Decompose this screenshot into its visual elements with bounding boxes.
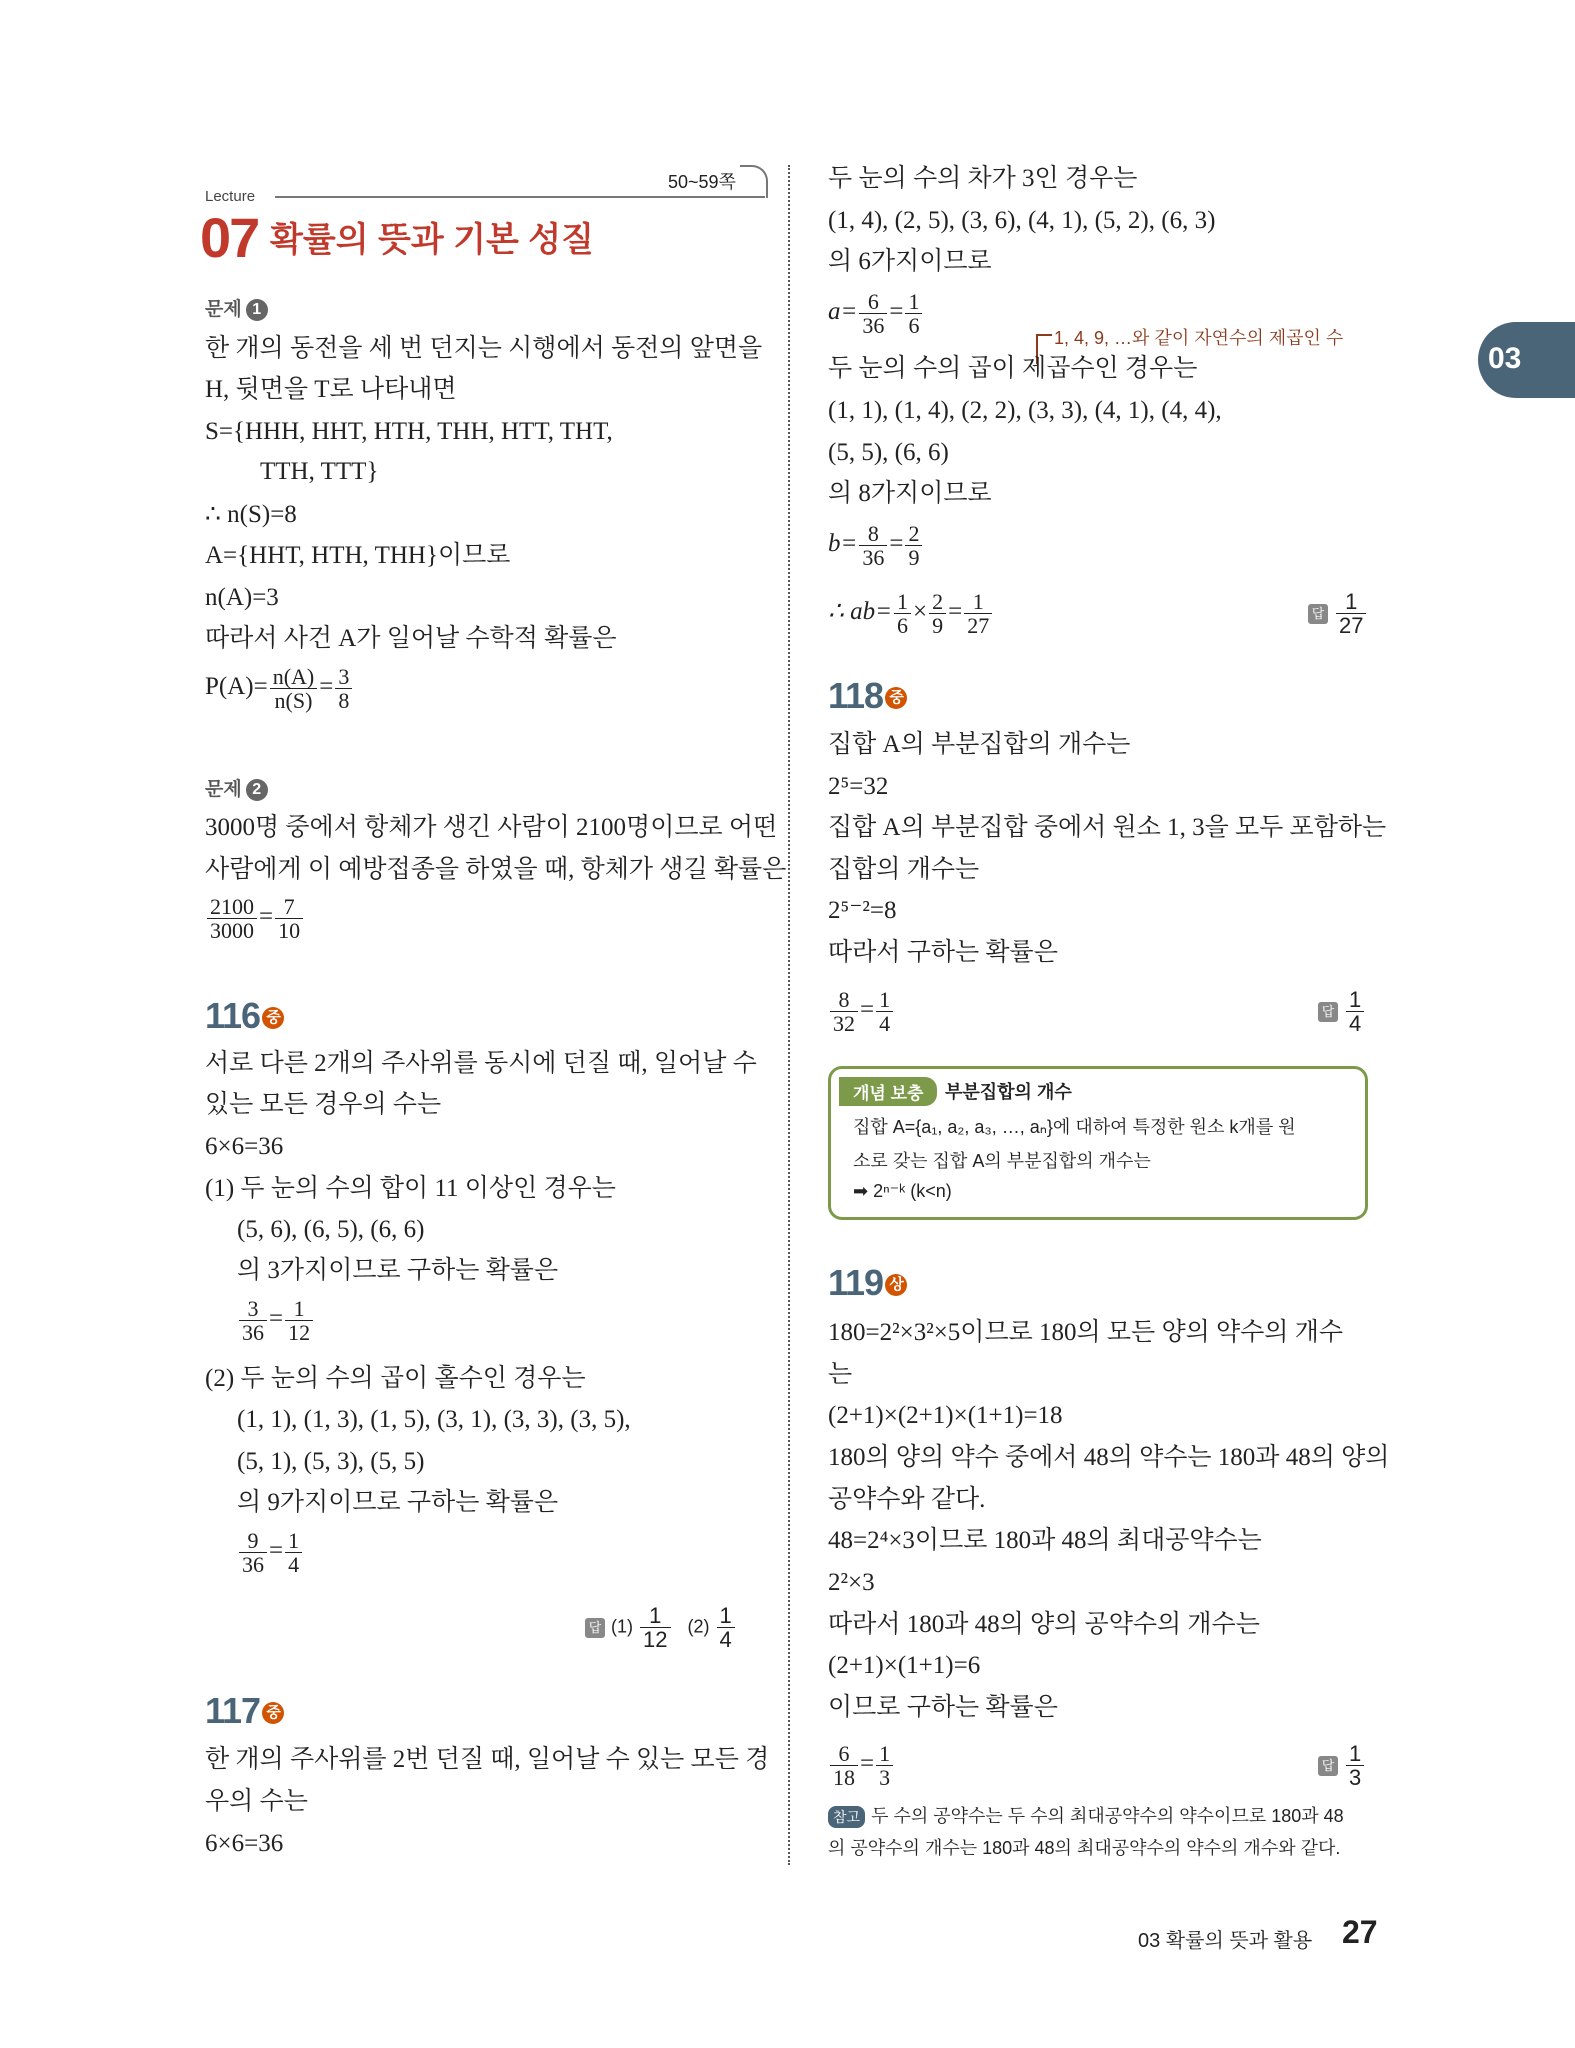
fraction xyxy=(905,290,922,337)
concept-box xyxy=(828,1066,1368,1220)
chapter-tab-label: 03 xyxy=(1488,342,1522,375)
numerator: n(A) xyxy=(270,665,318,689)
denominator: 4 xyxy=(1349,1011,1362,1036)
fraction xyxy=(239,1297,267,1344)
q116-line: (5, 6), (6, 5), (6, 6) xyxy=(237,1216,425,1243)
q117-line: 한 개의 주사위를 2번 던질 때, 일어날 수 있는 모든 경 xyxy=(205,1746,770,1773)
q116-line: 6×6=36 xyxy=(205,1133,284,1160)
fraction xyxy=(207,895,257,942)
numerator: 1 xyxy=(1336,590,1366,614)
page-range: 50~59쪽 xyxy=(668,172,736,192)
fraction xyxy=(876,1742,893,1789)
q117-line: (1, 1), (1, 4), (2, 2), (3, 3), (4, 1), (4, 4), xyxy=(828,397,1222,424)
numerator: 2100 xyxy=(207,895,257,919)
question-number-text: 118 xyxy=(828,675,884,716)
concept-tag: 개념 보충 xyxy=(839,1077,937,1106)
q119-line: (2+1)×(2+1)×(1+1)=18 xyxy=(828,1402,1063,1429)
problem-1-line: ∴ n(S)=8 xyxy=(205,501,297,528)
q119-answer xyxy=(1318,1742,1366,1789)
expr-lhs: P(A)= xyxy=(205,673,268,701)
denominator: 4 xyxy=(288,1552,300,1577)
numerator: 6 xyxy=(830,1742,858,1766)
numerator: 1 xyxy=(876,1742,893,1766)
answer-label: (2) xyxy=(687,1616,710,1637)
question-118-number xyxy=(828,675,907,717)
denominator: 6 xyxy=(908,313,920,338)
fraction xyxy=(270,665,318,712)
difficulty-badge: 중 xyxy=(262,1702,284,1724)
answer-icon: 답 xyxy=(1318,1756,1338,1776)
q116-answer xyxy=(585,1604,737,1651)
problem-1-number: 1 xyxy=(246,299,268,321)
numerator: 6 xyxy=(859,290,887,314)
q119-line: (2+1)×(1+1)=6 xyxy=(828,1652,981,1679)
question-119-number xyxy=(828,1262,907,1304)
fraction xyxy=(830,1742,858,1789)
q119-result: $\frac{6}{18}$ = $\frac{1}{3}$ xyxy=(828,1742,895,1789)
header-rule xyxy=(275,196,765,198)
fraction xyxy=(876,988,893,1035)
numerator: 1 xyxy=(640,1604,670,1628)
denominator: 3 xyxy=(879,1765,891,1790)
q116-line: (5, 1), (5, 3), (5, 5) xyxy=(237,1448,425,1475)
denominator: 32 xyxy=(833,1011,855,1036)
q117-b-value: b= $\frac{8}{36}$ = $\frac{2}{9}$ xyxy=(828,522,924,569)
denominator: 6 xyxy=(897,613,909,638)
denominator: 8 xyxy=(338,688,350,713)
q116-result-2: $\frac{9}{36}$ = $\frac{1}{4}$ xyxy=(237,1529,304,1576)
q117-line: 두 눈의 수의 곱이 제곱수인 경우는 xyxy=(828,355,1198,382)
note-tag: 참고 xyxy=(828,1806,865,1828)
reference-note xyxy=(828,1802,1344,1828)
fraction xyxy=(929,590,946,637)
q118-result: $\frac{8}{32}$ = $\frac{1}{4}$ xyxy=(828,988,895,1035)
difficulty-badge: 중 xyxy=(262,1007,284,1029)
problem-1-result: P(A)= $\frac{n(A)}{n(S)}$ = $\frac{3}{8}$ xyxy=(205,665,354,712)
problem-2-label-text: 문제 xyxy=(205,779,242,800)
q116-line: 의 3가지이므로 구하는 확률은 xyxy=(237,1257,559,1284)
numerator: 2 xyxy=(905,522,922,546)
numerator: 1 xyxy=(876,988,893,1012)
q119-line: 180의 양의 약수 중에서 48의 약수는 180과 48의 양의 xyxy=(828,1444,1390,1471)
problem-1-line: n(A)=3 xyxy=(205,584,279,611)
numerator: 1 xyxy=(717,1604,735,1628)
q119-line: 공약수와 같다. xyxy=(828,1486,986,1513)
denominator: 12 xyxy=(643,1627,668,1652)
lecture-number: 07 xyxy=(200,206,259,269)
note-text: 두 수의 공약수는 두 수의 최대공약수의 약수이므로 180과 48 xyxy=(871,1806,1344,1826)
numerator: 1 xyxy=(285,1529,302,1553)
numerator: 1 xyxy=(1346,988,1364,1012)
fraction xyxy=(239,1529,267,1576)
q119-line: 이므로 구하는 확률은 xyxy=(828,1694,1058,1721)
denominator: 18 xyxy=(833,1765,855,1790)
denominator: 3 xyxy=(1349,1765,1362,1790)
lecture-title: 확률의 뜻과 기본 성질 xyxy=(270,221,594,259)
q118-line: 집합 A의 부분집합의 개수는 xyxy=(828,731,1131,758)
q116-result-1: $\frac{3}{36}$ = $\frac{1}{12}$ xyxy=(237,1297,315,1344)
answer-icon: 답 xyxy=(585,1618,605,1638)
denominator: 27 xyxy=(967,613,990,638)
question-117-number xyxy=(205,1690,284,1732)
question-number-text: 119 xyxy=(828,1262,884,1303)
q117-line: (5, 5), (6, 6) xyxy=(828,439,949,466)
numerator: 1 xyxy=(964,590,992,614)
q116-line: (1, 1), (1, 3), (1, 5), (3, 1), (3, 3), (3, 5), xyxy=(237,1406,631,1433)
numerator: 1 xyxy=(1346,1742,1364,1766)
fraction xyxy=(275,895,303,942)
concept-line: ➡ 2ⁿ⁻ᵏ (k<n) xyxy=(853,1181,952,1201)
problem-1-line: H, 뒷면을 T로 나타내면 xyxy=(205,376,457,403)
denominator: 9 xyxy=(908,545,920,570)
q116-line: (2) 두 눈의 수의 곱이 홀수인 경우는 xyxy=(205,1365,586,1392)
denominator: 3000 xyxy=(210,918,254,943)
problem-1-line: S={HHH, HHT, HTH, THH, HTT, THT, xyxy=(205,418,613,445)
problem-1-line: 따라서 사건 A가 일어날 수학적 확률은 xyxy=(205,625,617,652)
numerator: 3 xyxy=(335,665,352,689)
difficulty-badge: 상 xyxy=(885,1274,907,1296)
concept-title: 부분집합의 개수 xyxy=(945,1082,1072,1102)
page-number: 27 xyxy=(1342,1914,1378,1950)
problem-1-line: A={HHT, HTH, THH}이므로 xyxy=(205,542,511,569)
q116-line: 의 9가지이므로 구하는 확률은 xyxy=(237,1489,559,1516)
lecture-label: Lecture xyxy=(205,188,256,205)
q117-line: 우의 수는 xyxy=(205,1788,308,1815)
answer-label: (1) xyxy=(611,1616,633,1637)
denominator: 27 xyxy=(1339,613,1364,638)
header-bracket xyxy=(740,165,768,198)
fraction xyxy=(640,1604,670,1651)
fraction xyxy=(894,590,911,637)
q118-answer xyxy=(1318,988,1366,1035)
expr-lhs: ∴ ab= xyxy=(828,598,893,626)
answer-icon: 답 xyxy=(1308,604,1328,624)
numerator: 8 xyxy=(830,988,858,1012)
q118-line: 집합의 개수는 xyxy=(828,856,980,883)
q118-line: 따라서 구하는 확률은 xyxy=(828,939,1058,966)
problem-2-result: $\frac{2100}{3000}$ = $\frac{7}{10}$ xyxy=(205,895,305,942)
numerator: 3 xyxy=(239,1297,267,1321)
q117-line: 의 6가지이므로 xyxy=(828,248,992,275)
column-divider xyxy=(788,165,790,1865)
q116-line: 서로 다른 2개의 주사위를 동시에 던질 때, 일어날 수 xyxy=(205,1050,757,1077)
q117-ab-value: ∴ ab= $\frac{1}{6}$ × $\frac{2}{9}$ = $\frac{1}{27}$ xyxy=(828,590,994,637)
answer-icon: 답 xyxy=(1318,1002,1338,1022)
numerator: 1 xyxy=(285,1297,313,1321)
fraction xyxy=(905,522,922,569)
fraction xyxy=(859,522,887,569)
q119-line: 따라서 180과 48의 양의 공약수의 개수는 xyxy=(828,1611,1260,1638)
problem-2-number: 2 xyxy=(246,779,268,801)
q116-line: (1) 두 눈의 수의 합이 11 이상인 경우는 xyxy=(205,1175,616,1202)
q117-a-value: a= $\frac{6}{36}$ = $\frac{1}{6}$ xyxy=(828,290,924,337)
denominator: 36 xyxy=(862,545,885,570)
footer-chapter-title: 03 확률의 뜻과 활용 xyxy=(1138,1930,1313,1952)
difficulty-badge: 중 xyxy=(885,687,907,709)
numerator: 8 xyxy=(859,522,887,546)
fraction xyxy=(859,290,887,337)
denominator: 10 xyxy=(278,918,301,943)
denominator: 9 xyxy=(932,613,944,638)
fraction xyxy=(285,1529,302,1576)
fraction xyxy=(717,1604,735,1651)
fraction xyxy=(964,590,992,637)
question-116-number xyxy=(205,995,284,1037)
problem-1-line: 한 개의 동전을 세 번 던지는 시행에서 동전의 앞면을 xyxy=(205,335,763,362)
fraction xyxy=(1336,590,1366,637)
problem-2-label xyxy=(205,774,268,801)
expr-lhs: a= xyxy=(828,298,858,326)
question-number-text: 117 xyxy=(205,1690,261,1731)
q117-line: 의 8가지이므로 xyxy=(828,480,992,507)
numerator: 1 xyxy=(905,290,922,314)
reference-note-cont: 의 공약수의 개수는 180과 48의 최대공약수의 약수의 개수와 같다. xyxy=(828,1838,1341,1858)
q118-line: 2⁵⁻²=8 xyxy=(828,897,897,924)
denominator: 36 xyxy=(242,1320,264,1345)
square-number-annotation: 1, 4, 9, …와 같이 자연수의 제곱인 수 xyxy=(1054,328,1344,348)
q119-line: 180=2²×3²×5이므로 180의 모든 양의 약수의 개수 xyxy=(828,1319,1343,1346)
denominator: 12 xyxy=(288,1320,311,1345)
numerator: 1 xyxy=(894,590,911,614)
q116-line: 있는 모든 경우의 수는 xyxy=(205,1091,442,1118)
problem-1-label-text: 문제 xyxy=(205,299,242,320)
denominator: 36 xyxy=(242,1552,264,1577)
q117-line: (1, 4), (2, 5), (3, 6), (4, 1), (5, 2), (6, 3) xyxy=(828,207,1216,234)
fraction xyxy=(285,1297,313,1344)
problem-1-line: TTH, TTT} xyxy=(260,458,379,485)
fraction xyxy=(1346,988,1364,1035)
q117-line: 두 눈의 수의 차가 3인 경우는 xyxy=(828,165,1138,192)
denominator: 36 xyxy=(862,313,885,338)
problem-2-line: 사람에게 이 예방접종을 하였을 때, 항체가 생길 확률은 xyxy=(205,856,787,883)
numerator: 9 xyxy=(239,1529,267,1553)
denominator: 4 xyxy=(879,1011,891,1036)
q119-line: 48=2⁴×3이므로 180과 48의 최대공약수는 xyxy=(828,1527,1262,1554)
fraction xyxy=(335,665,352,712)
denominator: n(S) xyxy=(274,688,313,713)
fraction xyxy=(830,988,858,1035)
numerator: 2 xyxy=(929,590,946,614)
q118-line: 2⁵=32 xyxy=(828,773,889,800)
denominator: 4 xyxy=(719,1627,732,1652)
q117-line: 6×6=36 xyxy=(205,1830,284,1857)
expr-lhs: b= xyxy=(828,530,858,558)
problem-2-line: 3000명 중에서 항체가 생긴 사람이 2100명이므로 어떤 xyxy=(205,814,778,841)
concept-line: 소로 갖는 집합 A의 부분집합의 개수는 xyxy=(853,1151,1151,1171)
q117-answer xyxy=(1308,590,1368,637)
question-number-text: 116 xyxy=(205,995,261,1036)
q119-line: 2²×3 xyxy=(828,1569,875,1596)
numerator: 7 xyxy=(275,895,303,919)
q119-line: 는 xyxy=(828,1361,853,1388)
q118-line: 집합 A의 부분집합 중에서 원소 1, 3을 모두 포함하는 xyxy=(828,814,1387,841)
problem-1-label xyxy=(205,294,268,321)
fraction xyxy=(1346,1742,1364,1789)
concept-line: 집합 A={a₁, a₂, a₃, …, aₙ}에 대하여 특정한 원소 k개를 원 xyxy=(853,1117,1296,1137)
